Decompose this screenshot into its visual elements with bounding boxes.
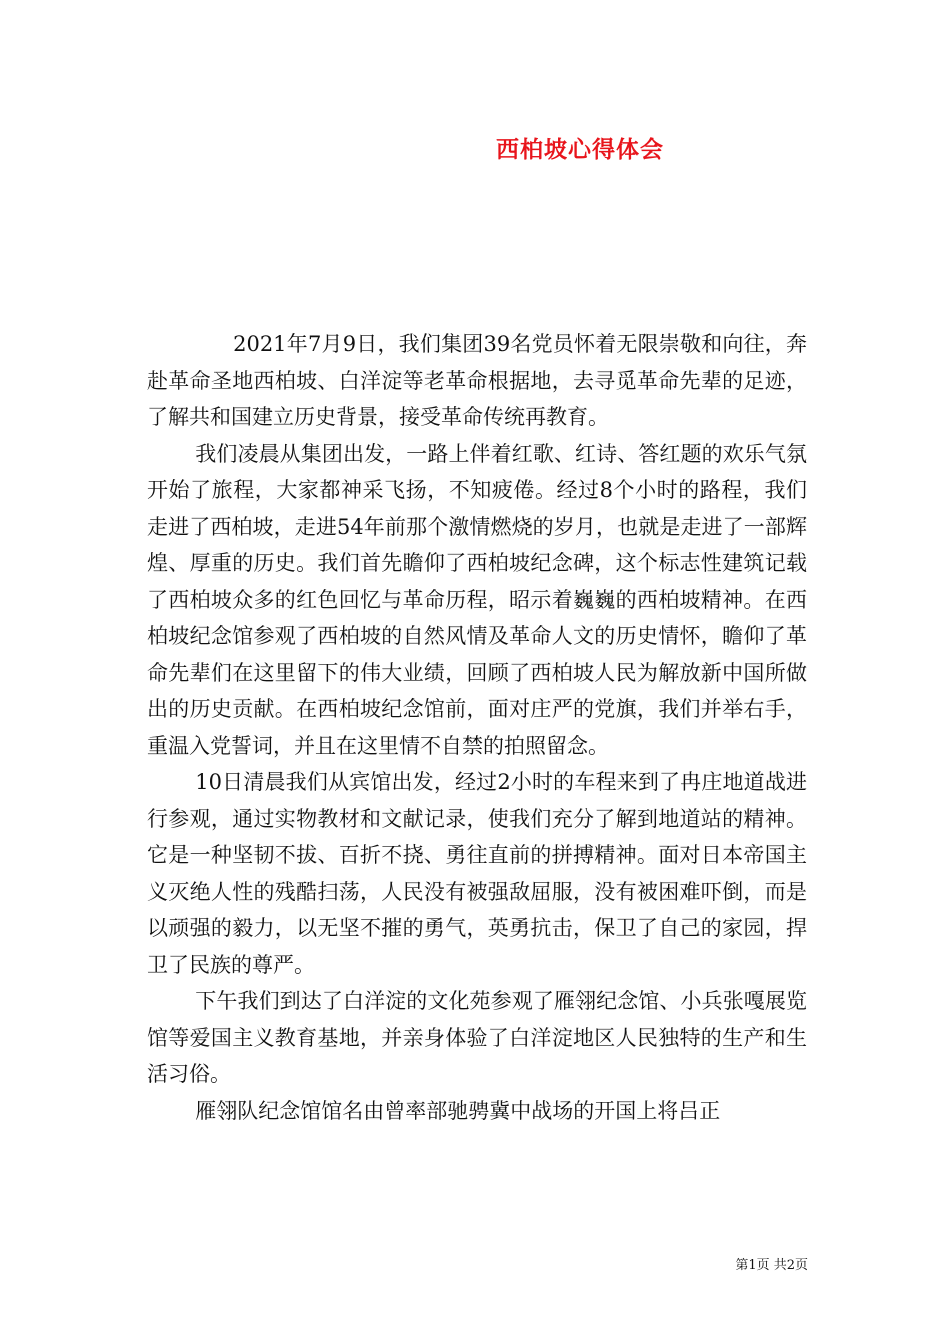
paragraph-3: 10日清晨我们从宾馆出发，经过2小时的车程来到了冉庄地道战进行参观，通过实物教材和文献记录，使我们充分了解到地道站的精神。它是一种坚韧不拔、百折不挠、勇往直前的拼搏精神。面对日本帝国主义灭绝人性的残酷扫荡，人民没有被强敌屈服，没有被困难吓倒，而是以顽强的毅力，以无坚不摧的勇气，英勇抗击，保卫了自己的家园，捍卫了民族的尊严。: [147, 770, 807, 977]
paragraph-2: 我们凌晨从集团出发，一路上伴着红歌、红诗、答红题的欢乐气氛开始了旅程，大家都神采飞扬，不知疲倦。经过8个小时的路程，我们走进了西柏坡，走进54年前那个激情燃烧的岁月，也就是走进了一部辉煌、厚重的历史。我们首先瞻仰了西柏坡纪念碑，这个标志性建筑记载了西柏坡众多的红色回忆与革命历程，昭示着巍巍的西柏坡精神。在西柏坡纪念馆参观了西柏坡的自然风情及革命人文的历史情怀，瞻仰了革命先辈们在这里留下的伟大业绩，回顾了西柏坡人民为解放新中国所做出的历史贡献。在西柏坡纪念馆前，面对庄严的党旗，我们并举右手，重温入党誓词，并且在这里情不自禁的拍照留念。: [147, 441, 807, 758]
paragraph-1: 2021年7月9日，我们集团39名党员怀着无限崇敬和向往，奔赴革命圣地西柏坡、白洋淀等老革命根据地，去寻觅革命先辈的足迹，了解共和国建立历史背景，接受革命传统再教育。: [147, 332, 807, 429]
page-number-footer: 第1页 共2页: [735, 1258, 808, 1273]
document-body: [147, 326, 807, 1129]
paragraph-5: 雁翎队纪念馆馆名由曾率部驰骋冀中战场的开国上将吕正: [195, 1098, 721, 1123]
paragraph-4: 下午我们到达了白洋淀的文化苑参观了雁翎纪念馆、小兵张嘎展览馆等爱国主义教育基地，并亲身体验了白洋淀地区人民独特的生产和生活习俗。: [147, 989, 807, 1086]
document-title: 西柏坡心得体会: [496, 136, 664, 163]
